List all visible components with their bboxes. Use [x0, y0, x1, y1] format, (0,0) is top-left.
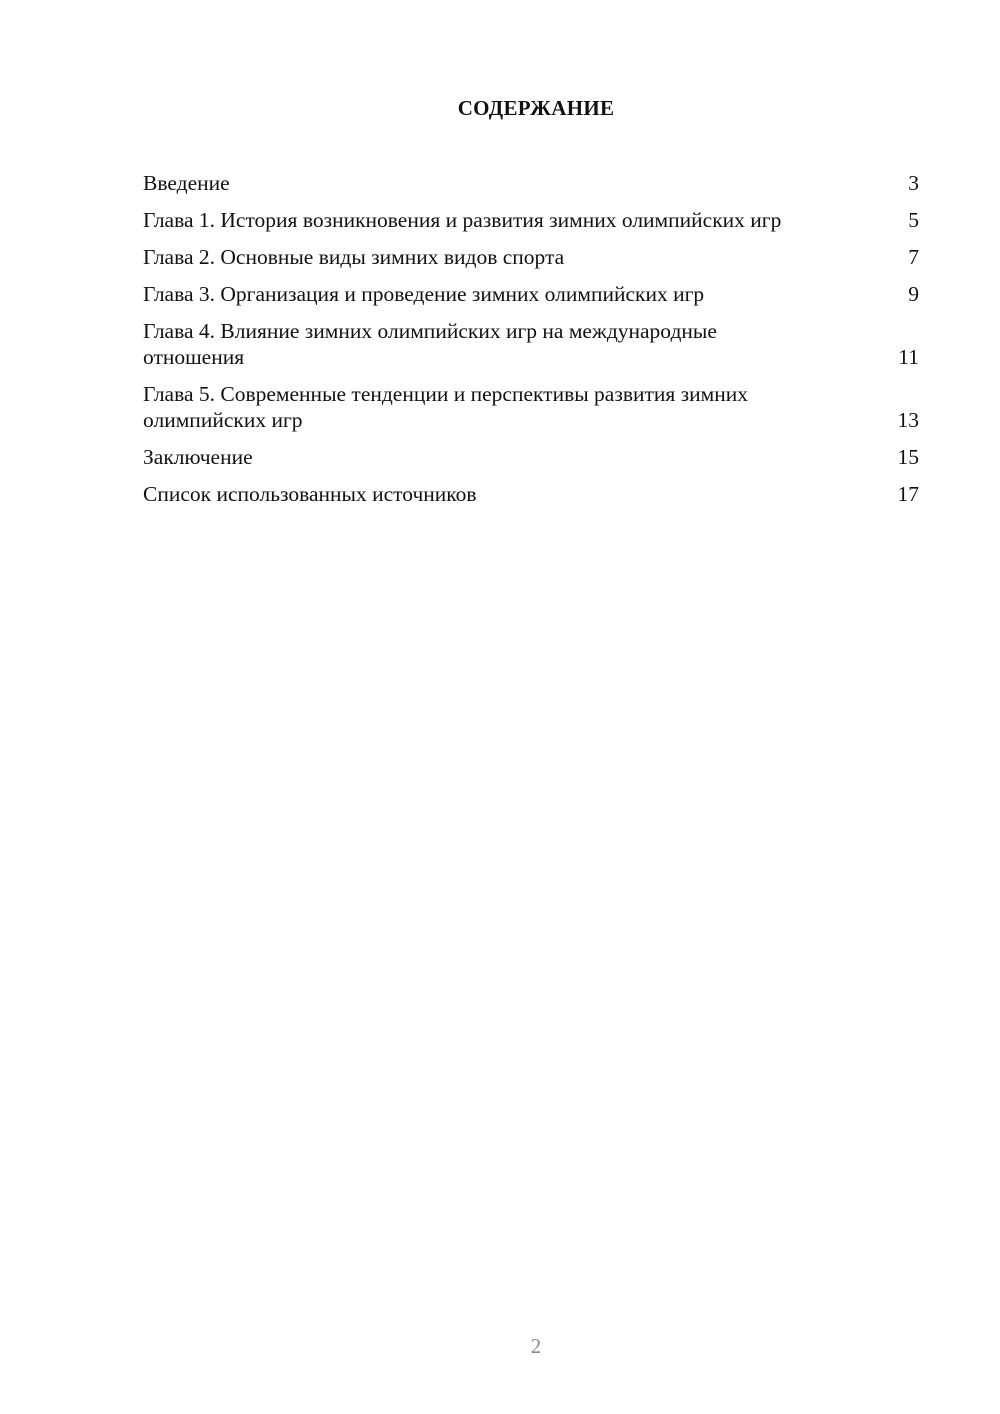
toc-entry-page: 3 — [908, 171, 919, 195]
toc-entry-page: 9 — [908, 282, 919, 306]
toc-entry-title: Глава 2. Основные виды зимних видов спорта — [143, 245, 565, 269]
toc-entry-page: 17 — [897, 482, 919, 506]
toc-entry-chapter-5[interactable] — [143, 381, 919, 433]
table-of-contents — [143, 170, 919, 518]
toc-entry-title: Введение — [143, 171, 230, 195]
toc-entry-title: Глава 3. Организация и проведение зимних олимпийских игр — [143, 282, 705, 306]
toc-entry-chapter-3[interactable] — [143, 281, 919, 307]
toc-entry-title: Глава 5. Современные тенденции и перспективы развития зимних олимпийских игр — [143, 382, 749, 432]
toc-entry-page: 13 — [897, 408, 919, 432]
toc-entry-chapter-1[interactable] — [143, 207, 919, 233]
page-title: СОДЕРЖАНИЕ — [457, 96, 615, 120]
toc-entry-title: Глава 1. История возникновения и развития зимних олимпийских игр — [143, 208, 782, 232]
toc-entry-chapter-4[interactable] — [143, 318, 919, 370]
toc-entry-page: 7 — [908, 245, 919, 269]
toc-entry-title: Список использованных источников — [143, 482, 477, 506]
page-number: 2 — [530, 1334, 542, 1358]
toc-entry-conclusion[interactable] — [143, 444, 919, 470]
toc-entry-page: 5 — [908, 208, 919, 232]
toc-entry-page: 11 — [898, 345, 919, 369]
toc-entry-title: Заключение — [143, 445, 253, 469]
toc-entry-chapter-2[interactable] — [143, 244, 919, 270]
toc-entry-references[interactable] — [143, 481, 919, 507]
toc-entry-introduction[interactable] — [143, 170, 919, 196]
toc-entry-title: Глава 4. Влияние зимних олимпийских игр на международные отношения — [143, 319, 717, 369]
toc-entry-page: 15 — [897, 445, 919, 469]
